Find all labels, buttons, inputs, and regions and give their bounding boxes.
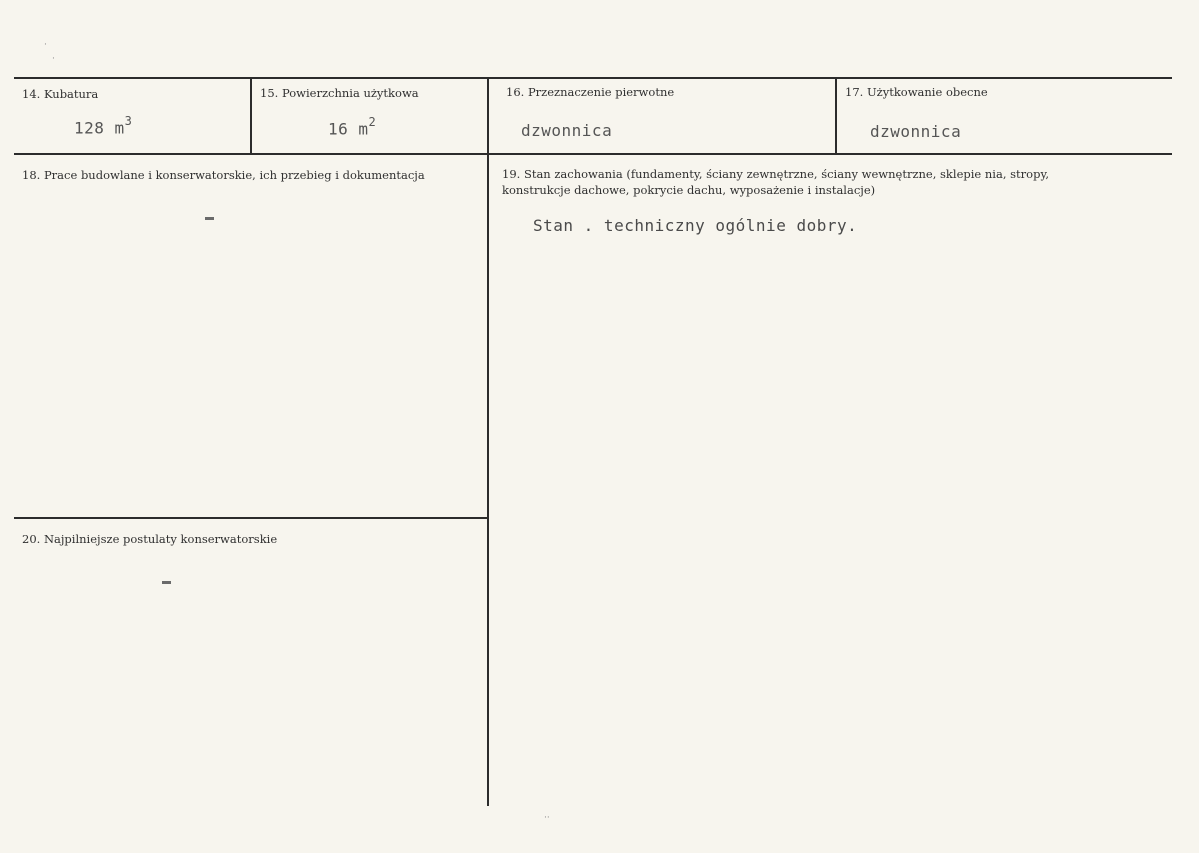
divider-15-16 [487,78,489,806]
row1-bottom-rule [14,153,1172,155]
field-18-empty-dash [205,217,214,220]
field-20-label: 20. Najpilniejsze postulaty konserwatorskie [22,532,278,546]
field-15-label: 15. Powierzchnia użytkowa [260,86,419,100]
field-14-value [74,116,132,137]
field-20-empty-dash [162,581,171,584]
divider-14-15 [250,78,252,154]
field-17-label: 17. Użytkowanie obecne [845,85,988,99]
field-17-value: dzwonnica [870,122,962,141]
field-14-exponent: 3 [124,114,133,128]
top-rule [14,77,1172,79]
divider-16-17 [835,78,837,154]
field-14-value-text: 128 m [74,118,125,138]
scan-speck: · [52,54,55,64]
field-14-label: 14. Kubatura [22,87,99,101]
field-18-label: 18. Prace budowlane i konserwatorskie, ich przebieg i dokumentacja [22,168,425,182]
field-19-label-line2: konstrukcje dachowe, pokrycie dachu, wyposażenie i instalacje) [502,183,876,197]
field18-bottom-rule [14,517,488,519]
field-15-value-text: 16 m [328,119,369,139]
field-19-value: Stan . techniczny ogólnie dobry. [533,216,858,235]
scan-speck: · [44,40,47,50]
scan-speck: ·· [544,813,550,823]
field-16-label: 16. Przeznaczenie pierwotne [506,85,675,99]
field-15-exponent: 2 [368,115,377,129]
field-15-value [328,117,376,138]
field-16-value: dzwonnica [521,121,613,140]
field-19-label-line1: 19. Stan zachowania (fundamenty, ściany zewnętrzne, ściany wewnętrzne, sklepie nia, stropy, [502,167,1050,181]
